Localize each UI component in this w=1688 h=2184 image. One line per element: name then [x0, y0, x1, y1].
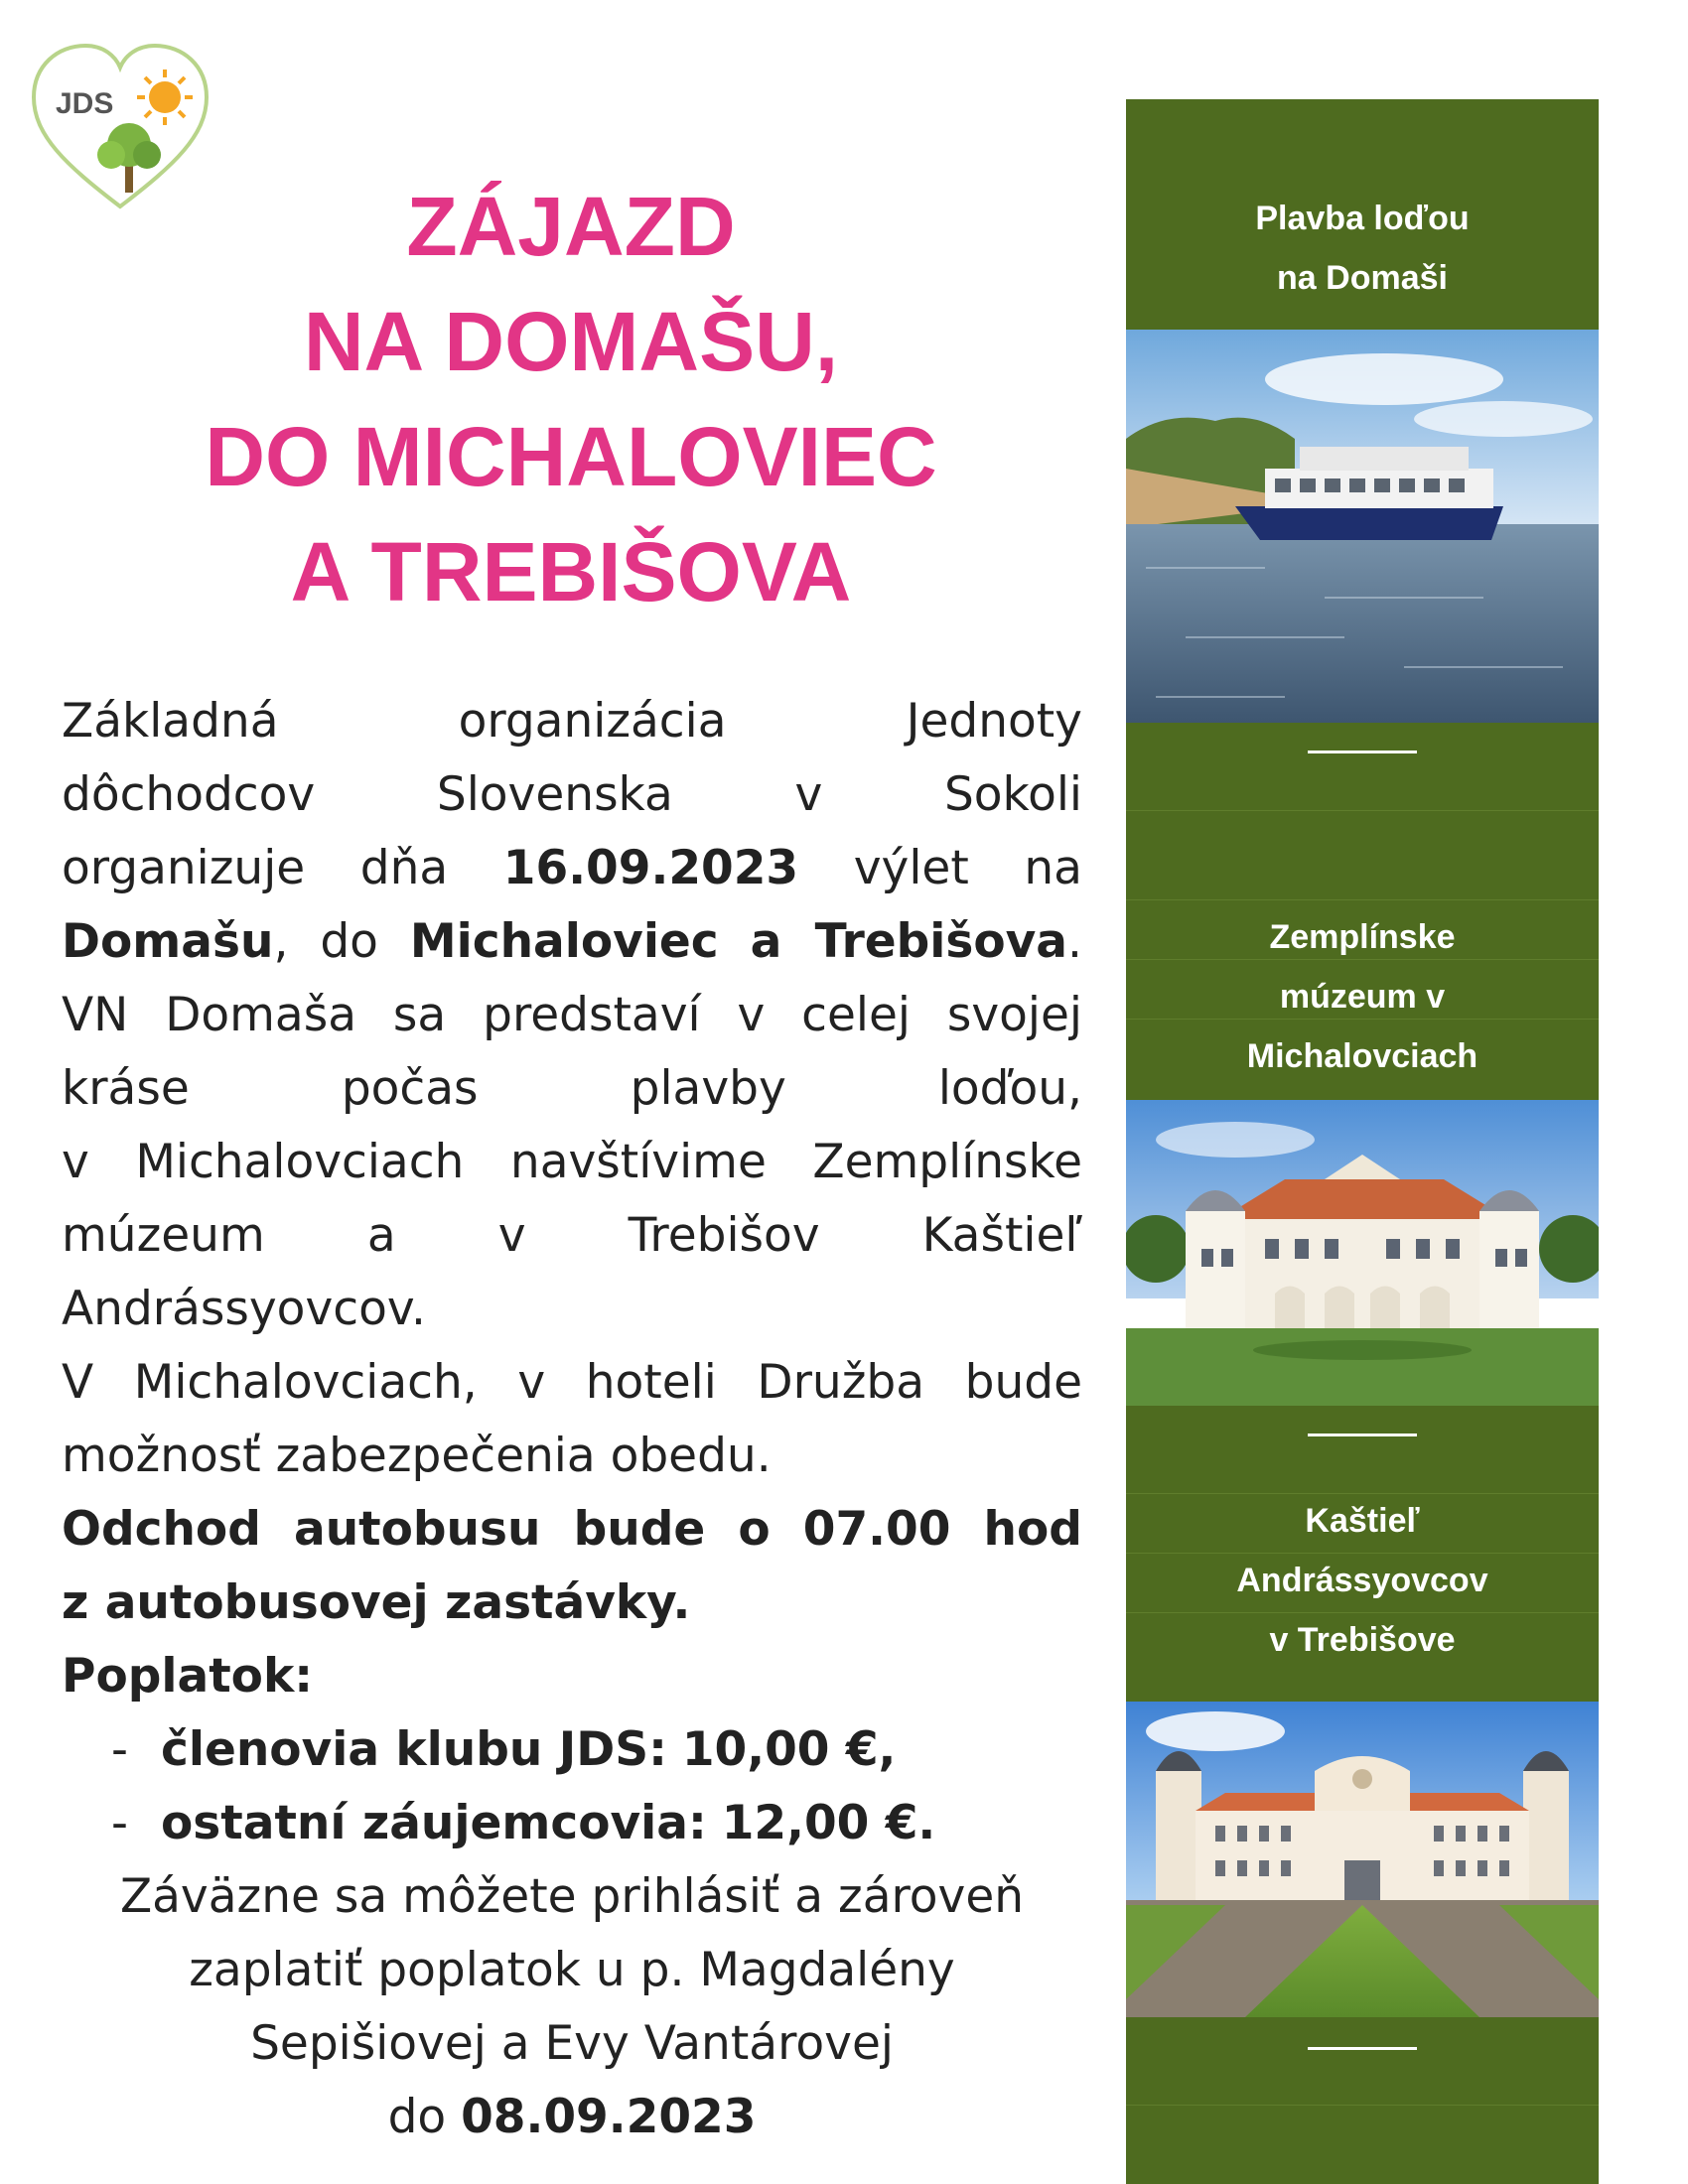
closing-line: Sepišiovej a Evy Vantárovej: [250, 2016, 894, 2071]
fee-item: - ostatní záujemcovia: 12,00 €.: [111, 1796, 936, 1850]
text-line: organizuje dňa 16.09.2023 výlet na: [62, 841, 1082, 895]
fee-heading: Poplatok:: [62, 1649, 314, 1704]
fee-item: - členovia klubu JDS: 10,00 €,: [111, 1722, 897, 1777]
text-line: v Michalovciach navštívime Zemplínske: [62, 1135, 1082, 1189]
caption-panel: [1126, 99, 1599, 330]
closing-line: zaplatiť poplatok u p. Magdalény: [189, 1943, 955, 1997]
trip-date: 16.09.2023: [502, 841, 799, 895]
logo-text: JDS: [56, 87, 114, 120]
caption-panel: [1126, 2017, 1599, 2184]
caption-boat: Plavba loďou na Domaši: [1255, 200, 1470, 297]
text-line: Andrássyovcov.: [62, 1282, 426, 1336]
text-line: V Michalovciach, v hoteli Družba bude: [62, 1355, 1082, 1410]
closing-line: do 08.09.2023: [387, 2090, 757, 2144]
photo-zemplin-museum: [1126, 1100, 1599, 1406]
text-line: Základná organizácia Jednoty: [62, 694, 1082, 749]
title-line: NA DOMAŠU,: [303, 295, 839, 388]
photo-andrassy-manor: [1126, 1702, 1599, 2017]
registration-deadline: 08.09.2023: [461, 2090, 757, 2144]
text-line: VN Domaša sa predstaví v celej svojej: [62, 988, 1082, 1042]
title-line: ZÁJAZD: [406, 180, 736, 273]
page-title: [40, 169, 1102, 629]
title-line: A TREBIŠOVA: [290, 525, 852, 618]
divider-dash: [1308, 751, 1417, 753]
sidebar-strip: [1126, 99, 1599, 2184]
caption-panel: [1126, 1406, 1599, 1702]
departure-line: z autobusovej zastávky.: [62, 1575, 691, 1630]
caption-manor: Kaštieľ Andrássyovcov v Trebišove: [1236, 1502, 1488, 1659]
divider-dash: [1308, 1433, 1417, 1436]
departure-line: Odchod autobusu bude o 07.00 hod: [62, 1502, 1082, 1557]
text-line: dôchodcov Slovenska v Sokoli: [62, 767, 1082, 822]
invitation-text: [62, 685, 1082, 2154]
title-line: DO MICHALOVIEC: [205, 410, 937, 503]
text-line: kráse počas plavby loďou,: [62, 1061, 1082, 1116]
text-line: múzeum a v Trebišov Kaštieľ: [62, 1208, 1082, 1263]
text-line: Domašu, do Michaloviec a Trebišova.: [62, 914, 1082, 969]
closing-line: Záväzne sa môžete prihlásiť a zároveň: [119, 1869, 1025, 1924]
caption-panel: [1126, 723, 1599, 1100]
caption-museum: Zemplínske múzeum v Michalovciach: [1246, 918, 1478, 1075]
divider-dash: [1308, 2047, 1417, 2050]
text-line: možnosť zabezpečenia obedu.: [62, 1429, 772, 1483]
photo-boat-domasa: [1126, 330, 1599, 723]
